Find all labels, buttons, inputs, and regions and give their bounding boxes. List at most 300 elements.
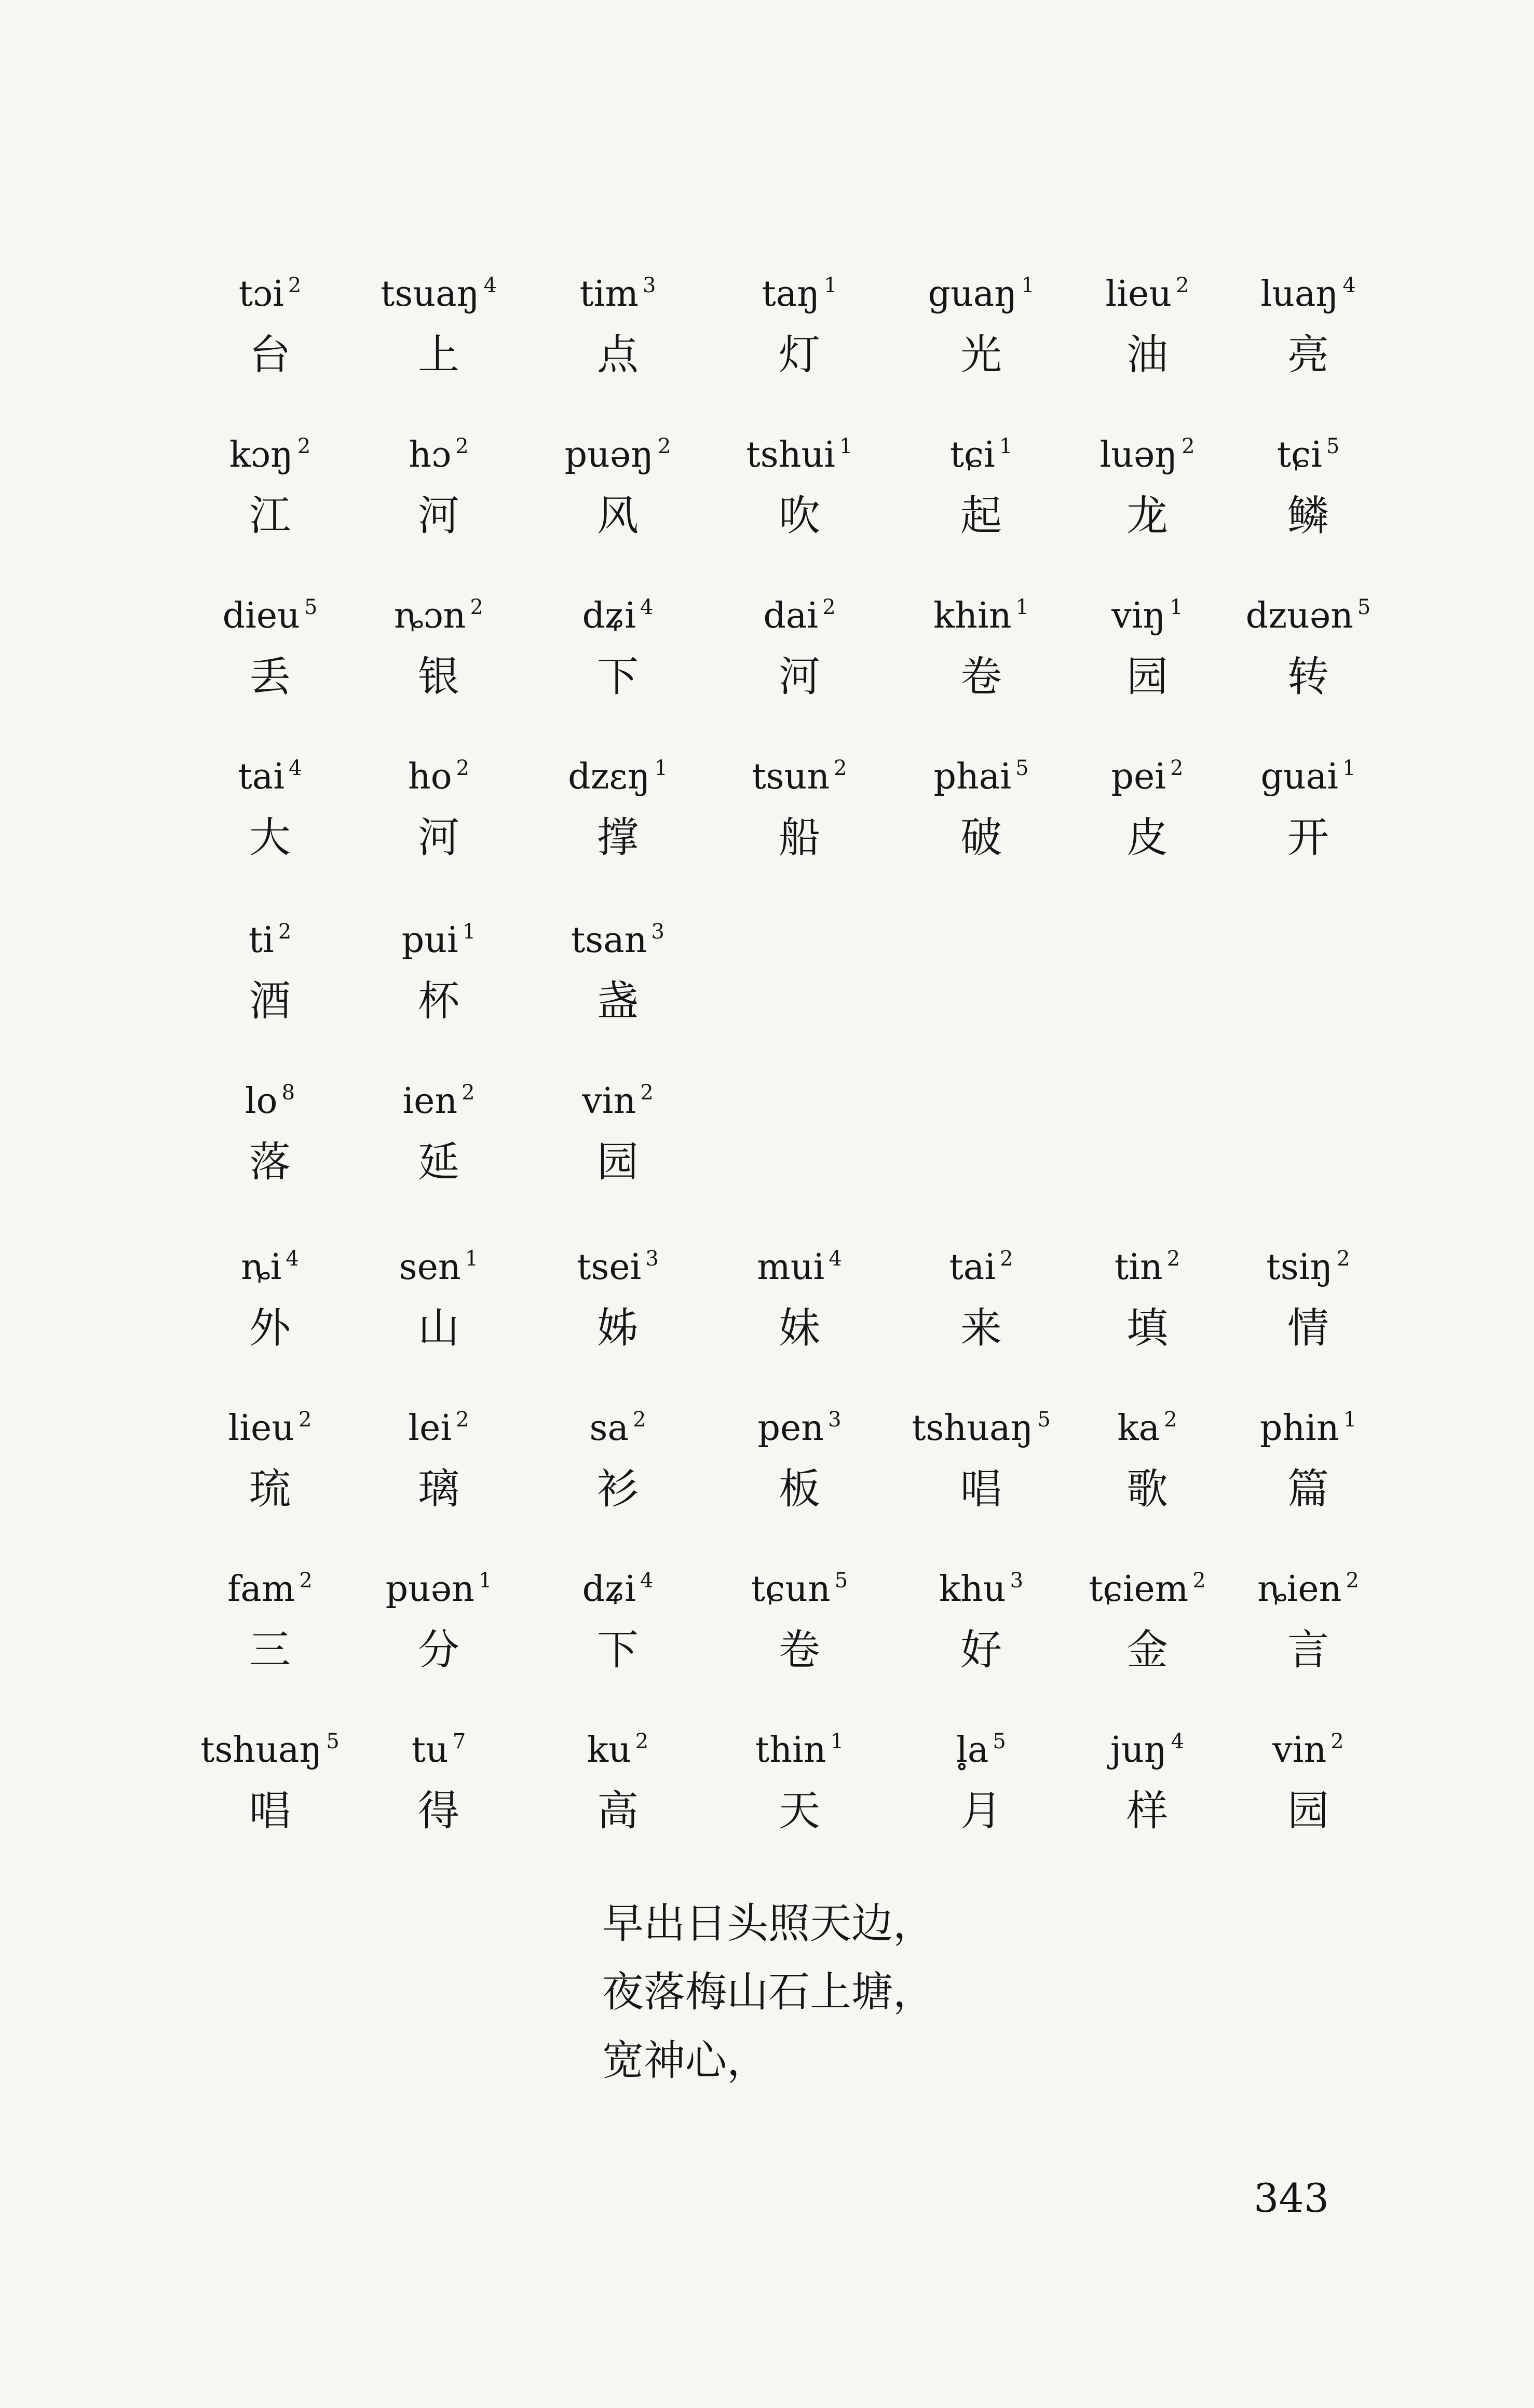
phonetic-syllable: [540, 576, 696, 638]
syllable-cell: [903, 415, 1059, 547]
phonetic-syllable: [540, 254, 696, 317]
chinese-character: 好: [960, 1626, 1002, 1674]
chinese-character: 言: [1287, 1626, 1329, 1674]
phonetic-syllable: [540, 1062, 696, 1124]
syllable-cell: [1069, 1228, 1225, 1359]
syllable-romanization: dzɛŋ: [568, 756, 650, 797]
phonetic-syllable: [540, 901, 696, 963]
syllable-romanization: puəŋ: [564, 434, 654, 475]
chinese-character: 填: [1126, 1304, 1168, 1352]
syllable-romanization: lo: [245, 1081, 278, 1122]
chinese-character: 篇: [1287, 1465, 1329, 1513]
poem-block: [602, 1889, 934, 2095]
chinese-character: 皮: [1126, 813, 1168, 862]
chinese-character: 酒: [249, 977, 291, 1025]
chinese-character: 园: [1126, 652, 1168, 701]
chinese-character: 山: [418, 1304, 459, 1352]
syllable-romanization: ȵien: [1257, 1569, 1342, 1610]
syllable-cell: [540, 576, 696, 708]
chinese-character: 歌: [1126, 1465, 1168, 1513]
syllable-romanization: l̥a: [956, 1730, 989, 1771]
syllable-romanization: ku: [587, 1730, 631, 1771]
chinese-character: 台: [249, 331, 291, 379]
chinese-character: 江: [249, 492, 291, 540]
transcription-row: [0, 1228, 1534, 1383]
chinese-character: 分: [418, 1626, 459, 1674]
syllable-cell: [192, 1228, 348, 1359]
tone-number: 2: [657, 434, 671, 458]
syllable-cell: [540, 1389, 696, 1520]
syllable-cell: [192, 1710, 348, 1842]
syllable-cell: [540, 737, 696, 869]
tone-number: 4: [289, 756, 302, 780]
syllable-romanization: lieu: [228, 1408, 295, 1449]
syllable-cell: [540, 1710, 696, 1842]
chinese-character: 大: [249, 813, 291, 862]
syllable-cell: [903, 254, 1059, 386]
phonetic-syllable: [722, 1389, 877, 1451]
syllable-cell: [722, 1710, 877, 1842]
phonetic-syllable: [192, 1389, 348, 1451]
tone-number: 2: [298, 1408, 312, 1432]
tone-number: 7: [452, 1730, 466, 1753]
tone-number: 4: [286, 1247, 299, 1271]
syllable-romanization: dieu: [222, 595, 300, 636]
syllable-romanization: tshui: [746, 434, 836, 475]
tone-number: 5: [1357, 595, 1371, 619]
poem-line-2: 夜落梅山石上塘，: [602, 1968, 934, 2016]
syllable-romanization: tu: [411, 1730, 449, 1771]
tone-number: 3: [1010, 1569, 1024, 1593]
chinese-character: 光: [960, 331, 1002, 379]
syllable-romanization: sa: [589, 1408, 629, 1449]
syllable-cell: [1230, 576, 1386, 708]
phonetic-syllable: [1230, 415, 1386, 478]
chinese-character: 外: [249, 1304, 291, 1352]
chinese-character: 园: [597, 1138, 639, 1186]
syllable-cell: [361, 1710, 517, 1842]
phonetic-syllable: [903, 254, 1059, 317]
tone-number: 2: [456, 756, 470, 780]
syllable-romanization: guaŋ: [928, 274, 1017, 315]
chinese-character: 卷: [779, 1626, 820, 1674]
tone-number: 3: [643, 274, 656, 297]
syllable-cell: [361, 1389, 517, 1520]
phonetic-syllable: [361, 1710, 517, 1773]
syllable-romanization: tsun: [752, 756, 830, 797]
syllable-cell: [361, 576, 517, 708]
page-number: 343: [1254, 2175, 1329, 2221]
syllable-romanization: tim: [579, 274, 639, 315]
tone-number: 1: [654, 756, 668, 780]
tone-number: 4: [829, 1247, 842, 1271]
chinese-character: 转: [1287, 652, 1329, 701]
chinese-character: 鳞: [1287, 492, 1329, 540]
phonetic-syllable: [903, 576, 1059, 638]
syllable-romanization: dzuən: [1245, 595, 1353, 636]
chinese-character: 唱: [960, 1465, 1002, 1513]
chinese-character: 亮: [1287, 331, 1329, 379]
chinese-character: 下: [597, 1626, 639, 1674]
syllable-romanization: khu: [939, 1569, 1006, 1610]
tone-number: 1: [839, 434, 853, 458]
transcription-row: [0, 737, 1534, 893]
tone-number: 3: [645, 1247, 659, 1271]
tone-number: 2: [278, 920, 292, 944]
chinese-character: 河: [779, 652, 820, 701]
tone-number: 1: [1343, 1408, 1357, 1432]
transcription-row: [0, 1549, 1534, 1705]
syllable-cell: [192, 1389, 348, 1520]
tone-number: 2: [1170, 756, 1184, 780]
phonetic-syllable: [1069, 1549, 1225, 1612]
syllable-cell: [192, 1549, 348, 1681]
phonetic-syllable: [361, 576, 517, 638]
syllable-cell: [903, 1549, 1059, 1681]
tone-number: 2: [632, 1408, 646, 1432]
syllable-romanization: lei: [408, 1408, 452, 1449]
phonetic-syllable: [192, 1549, 348, 1612]
syllable-romanization: dai: [763, 595, 819, 636]
tone-number: 4: [1342, 274, 1356, 297]
transcription-row: [0, 1062, 1534, 1217]
chinese-character: 灯: [779, 331, 820, 379]
syllable-romanization: hɔ: [409, 434, 452, 475]
syllable-cell: [722, 1549, 877, 1681]
chinese-character: 三: [249, 1626, 291, 1674]
chinese-character: 落: [249, 1138, 291, 1186]
phonetic-syllable: [540, 1549, 696, 1612]
chinese-character: 吹: [779, 492, 820, 540]
phonetic-syllable: [903, 1389, 1059, 1451]
syllable-romanization: ti: [248, 920, 274, 961]
syllable-cell: [903, 1228, 1059, 1359]
syllable-romanization: dʑi: [582, 595, 636, 636]
syllable-cell: [540, 1228, 696, 1359]
tone-number: 4: [1171, 1730, 1185, 1753]
syllable-cell: [1230, 1389, 1386, 1520]
syllable-cell: [1230, 737, 1386, 869]
transcription-row: [0, 576, 1534, 732]
transcription-row: [0, 254, 1534, 410]
phonetic-syllable: [1230, 1549, 1386, 1612]
syllable-romanization: dʑi: [582, 1569, 636, 1610]
syllable-romanization: tɕiem: [1089, 1569, 1189, 1610]
chinese-character: 衫: [597, 1465, 639, 1513]
tone-number: 2: [1000, 1247, 1013, 1271]
syllable-romanization: pui: [401, 920, 458, 961]
phonetic-syllable: [1230, 576, 1386, 638]
syllable-romanization: kɔŋ: [229, 434, 293, 475]
syllable-cell: [1230, 415, 1386, 547]
chinese-character: 龙: [1126, 492, 1168, 540]
syllable-romanization: phai: [933, 756, 1012, 797]
phonetic-syllable: [192, 576, 348, 638]
syllable-romanization: mui: [757, 1247, 825, 1288]
syllable-cell: [361, 1549, 517, 1681]
syllable-cell: [1069, 254, 1225, 386]
poem-line-1: 早出日头照天边，: [602, 1899, 934, 1948]
syllable-cell: [361, 415, 517, 547]
tone-number: 2: [470, 595, 483, 619]
syllable-romanization: ho: [408, 756, 452, 797]
tone-number: 2: [461, 1081, 475, 1105]
syllable-romanization: phin: [1259, 1408, 1339, 1449]
chinese-character: 点: [597, 331, 639, 379]
syllable-romanization: puən: [385, 1569, 474, 1610]
phonetic-syllable: [540, 415, 696, 478]
syllable-romanization: ȵi: [241, 1247, 282, 1288]
chinese-character: 姊: [597, 1304, 639, 1352]
syllable-romanization: ka: [1117, 1408, 1160, 1449]
chinese-character: 盏: [597, 977, 639, 1025]
phonetic-syllable: [361, 1549, 517, 1612]
syllable-cell: [192, 901, 348, 1032]
phonetic-syllable: [1069, 1710, 1225, 1773]
tone-number: 2: [1164, 1408, 1177, 1432]
phonetic-syllable: [1069, 576, 1225, 638]
syllable-cell: [1230, 254, 1386, 386]
syllable-cell: [722, 254, 877, 386]
tone-number: 2: [1176, 274, 1189, 297]
phonetic-syllable: [722, 1710, 877, 1773]
tone-number: 4: [640, 1569, 654, 1593]
syllable-romanization: tshuaŋ: [912, 1408, 1034, 1449]
phonetic-syllable: [192, 415, 348, 478]
syllable-cell: [1069, 737, 1225, 869]
syllable-cell: [540, 1062, 696, 1193]
tone-number: 5: [834, 1569, 848, 1593]
chinese-character: 金: [1126, 1626, 1168, 1674]
phonetic-syllable: [903, 1228, 1059, 1290]
tone-number: 8: [281, 1081, 295, 1105]
phonetic-syllable: [361, 415, 517, 478]
phonetic-syllable: [722, 737, 877, 799]
chinese-character: 油: [1126, 331, 1168, 379]
chinese-character: 船: [779, 813, 820, 862]
syllable-cell: [540, 901, 696, 1032]
syllable-romanization: tɕi: [1277, 434, 1322, 475]
tone-number: 5: [1015, 756, 1029, 780]
syllable-cell: [722, 1228, 877, 1359]
phonetic-syllable: [903, 415, 1059, 478]
syllable-cell: [361, 254, 517, 386]
tone-number: 1: [824, 274, 837, 297]
chinese-character: 妹: [779, 1304, 820, 1352]
tone-number: 1: [462, 920, 476, 944]
tone-number: 2: [1182, 434, 1195, 458]
syllable-romanization: ȵɔn: [394, 595, 466, 636]
syllable-cell: [361, 901, 517, 1032]
transcription-row: [0, 1710, 1534, 1866]
chinese-character: 情: [1287, 1304, 1329, 1352]
phonetic-syllable: [1230, 1710, 1386, 1773]
tone-number: 1: [830, 1730, 844, 1753]
syllable-romanization: tɕi: [949, 434, 995, 475]
syllable-cell: [1230, 1228, 1386, 1359]
phonetic-syllable: [361, 737, 517, 799]
tone-number: 2: [1192, 1569, 1206, 1593]
chinese-character: 月: [960, 1787, 1002, 1835]
tone-number: 3: [828, 1408, 841, 1432]
syllable-romanization: pen: [757, 1408, 824, 1449]
syllable-romanization: tai: [238, 756, 285, 797]
tone-number: 4: [483, 274, 497, 297]
phonetic-syllable: [361, 254, 517, 317]
chinese-character: 丢: [249, 652, 291, 701]
syllable-cell: [903, 737, 1059, 869]
syllable-romanization: luaŋ: [1260, 274, 1339, 315]
syllable-cell: [1230, 1710, 1386, 1842]
tone-number: 2: [822, 595, 836, 619]
syllable-romanization: tsan: [571, 920, 647, 961]
syllable-cell: [1230, 1549, 1386, 1681]
chinese-character: 杯: [418, 977, 459, 1025]
phonetic-syllable: [903, 1710, 1059, 1773]
syllable-romanization: sen: [399, 1247, 461, 1288]
syllable-cell: [540, 254, 696, 386]
phonetic-syllable: [722, 254, 877, 317]
tone-number: 2: [297, 434, 311, 458]
phonetic-syllable: [1230, 254, 1386, 317]
tone-number: 2: [299, 1569, 313, 1593]
chinese-character: 园: [1287, 1787, 1329, 1835]
chinese-character: 璃: [418, 1465, 459, 1513]
phonetic-syllable: [722, 576, 877, 638]
phonetic-syllable: [1069, 737, 1225, 799]
syllable-cell: [1069, 415, 1225, 547]
chinese-character: 破: [960, 813, 1002, 862]
transcription-row: [0, 415, 1534, 571]
chinese-character: 开: [1287, 813, 1329, 862]
syllable-romanization: tin: [1114, 1247, 1163, 1288]
chinese-character: 天: [779, 1787, 820, 1835]
tone-number: 2: [640, 1081, 654, 1105]
phonetic-syllable: [540, 1389, 696, 1451]
phonetic-syllable: [903, 737, 1059, 799]
syllable-romanization: tai: [949, 1247, 996, 1288]
poem-line-3: 宽神心，: [602, 2036, 768, 2085]
chinese-character: 卷: [960, 652, 1002, 701]
syllable-cell: [192, 254, 348, 386]
syllable-romanization: khin: [933, 595, 1012, 636]
chinese-character: 上: [418, 331, 459, 379]
syllable-romanization: guai: [1260, 756, 1339, 797]
transcription-row: [0, 1389, 1534, 1544]
syllable-romanization: fam: [227, 1569, 295, 1610]
phonetic-syllable: [1069, 254, 1225, 317]
tone-number: 2: [635, 1730, 649, 1753]
tone-number: 5: [993, 1730, 1006, 1753]
syllable-romanization: tsuaŋ: [381, 274, 480, 315]
syllable-romanization: vin: [582, 1081, 636, 1122]
syllable-cell: [361, 737, 517, 869]
phonetic-syllable: [1069, 1228, 1225, 1290]
syllable-cell: [361, 1228, 517, 1359]
syllable-cell: [1069, 576, 1225, 708]
phonetic-syllable: [540, 1710, 696, 1773]
syllable-romanization: tɔi: [238, 274, 284, 315]
syllable-cell: [540, 1549, 696, 1681]
chinese-character: 来: [960, 1304, 1002, 1352]
tone-number: 1: [465, 1247, 479, 1271]
phonetic-syllable: [361, 1062, 517, 1124]
syllable-cell: [361, 1062, 517, 1193]
phonetic-syllable: [722, 1228, 877, 1290]
chinese-character: 起: [960, 492, 1002, 540]
chinese-character: 得: [418, 1787, 459, 1835]
chinese-character: 样: [1126, 1787, 1168, 1835]
syllable-romanization: pei: [1111, 756, 1166, 797]
syllable-romanization: viŋ: [1111, 595, 1166, 636]
tone-number: 4: [640, 595, 654, 619]
phonetic-syllable: [361, 1389, 517, 1451]
chinese-character: 河: [418, 813, 459, 862]
phonetic-syllable: [361, 1228, 517, 1290]
tone-number: 2: [1346, 1569, 1359, 1593]
syllable-romanization: lieu: [1105, 274, 1172, 315]
tone-number: 1: [1170, 595, 1183, 619]
tone-number: 3: [651, 920, 664, 944]
tone-number: 2: [834, 756, 847, 780]
syllable-cell: [722, 1389, 877, 1520]
tone-number: 1: [478, 1569, 492, 1593]
chinese-character: 唱: [249, 1787, 291, 1835]
transcription-row: [0, 901, 1534, 1056]
syllable-cell: [1069, 1389, 1225, 1520]
syllable-romanization: juŋ: [1110, 1730, 1167, 1771]
phonetic-syllable: [192, 1710, 348, 1773]
chinese-character: 河: [418, 492, 459, 540]
syllable-cell: [192, 1062, 348, 1193]
syllable-cell: [903, 1710, 1059, 1842]
tone-number: 2: [1337, 1247, 1350, 1271]
phonetic-syllable: [722, 415, 877, 478]
syllable-romanization: tshuaŋ: [200, 1730, 322, 1771]
syllable-cell: [1069, 1710, 1225, 1842]
chinese-character: 银: [418, 652, 459, 701]
syllable-cell: [540, 415, 696, 547]
chinese-character: 撑: [597, 813, 639, 862]
syllable-cell: [722, 737, 877, 869]
syllable-romanization: thin: [755, 1730, 826, 1771]
phonetic-syllable: [192, 901, 348, 963]
tone-number: 5: [1326, 434, 1340, 458]
syllable-romanization: ien: [402, 1081, 458, 1122]
phonetic-syllable: [1230, 1228, 1386, 1290]
phonetic-syllable: [1069, 415, 1225, 478]
phonetic-syllable: [1069, 1389, 1225, 1451]
tone-number: 2: [456, 1408, 469, 1432]
syllable-romanization: luəŋ: [1099, 434, 1178, 475]
phonetic-syllable: [1230, 1389, 1386, 1451]
syllable-romanization: tsiŋ: [1266, 1247, 1333, 1288]
phonetic-syllable: [192, 1228, 348, 1290]
tone-number: 5: [1037, 1408, 1051, 1432]
tone-number: 2: [1166, 1247, 1180, 1271]
tone-number: 2: [288, 274, 302, 297]
syllable-romanization: tɕun: [751, 1569, 831, 1610]
chinese-character: 高: [597, 1787, 639, 1835]
chinese-character: 延: [418, 1138, 459, 1186]
tone-number: 5: [326, 1730, 340, 1753]
syllable-cell: [1069, 1549, 1225, 1681]
phonetic-syllable: [903, 1549, 1059, 1612]
chinese-character: 琉: [249, 1465, 291, 1513]
tone-number: 1: [1021, 274, 1035, 297]
phonetic-syllable: [192, 737, 348, 799]
tone-number: 5: [304, 595, 318, 619]
